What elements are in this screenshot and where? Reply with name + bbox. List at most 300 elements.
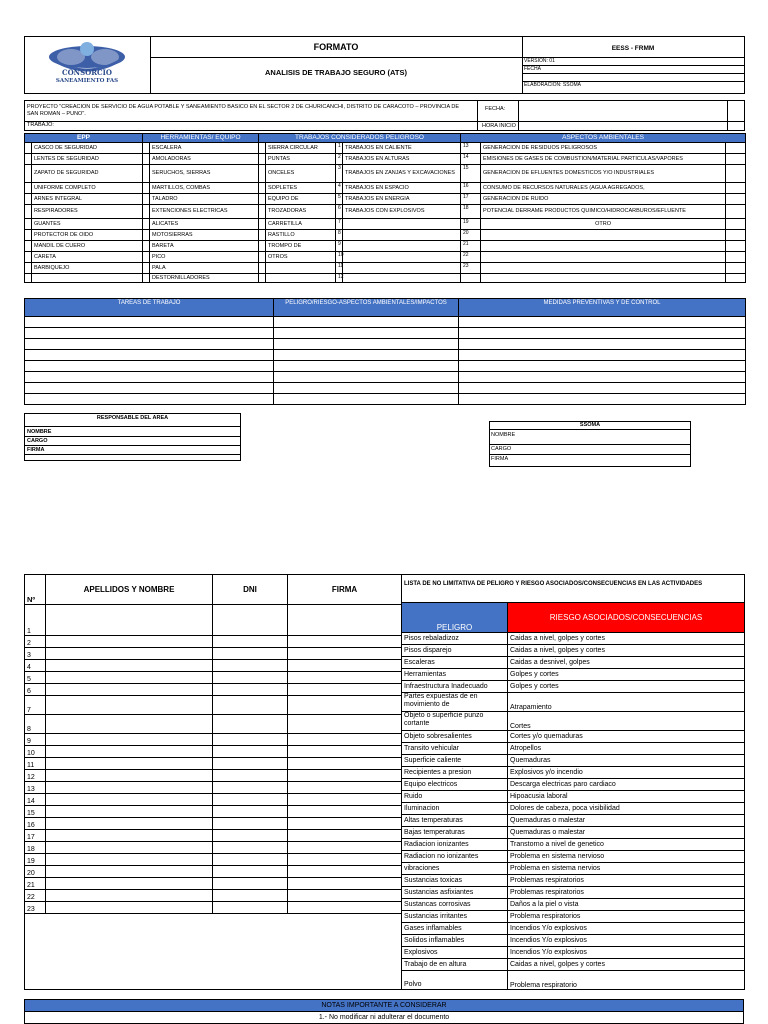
attendance-filler	[25, 914, 402, 990]
risk-row	[402, 712, 745, 731]
attendee-signature-field[interactable]	[288, 758, 402, 770]
attendee-name-field[interactable]	[46, 746, 213, 758]
attendee-dni-field[interactable]	[213, 636, 288, 648]
task-row	[25, 361, 746, 372]
attendance-row	[25, 878, 402, 890]
tool-checkbox[interactable]	[143, 183, 150, 194]
aspect-item: GENERACION DE EFLUENTES DOMESTICOS Y/O INDUSTRIALES	[481, 165, 726, 183]
tasks-col-header: TAREAS DE TRABAJO	[25, 299, 274, 317]
tool-item: EQUIPO DE	[266, 194, 336, 205]
attendee-dni-field[interactable]	[213, 878, 288, 890]
risk-row	[402, 851, 745, 863]
aspect-item	[481, 241, 726, 252]
risk-row	[402, 681, 745, 693]
attendee-name-field[interactable]	[46, 636, 213, 648]
aspect-checkbox[interactable]	[726, 263, 746, 274]
risk-row	[402, 693, 745, 712]
hazard-number: 9	[336, 241, 343, 252]
form-title: FORMATO	[313, 42, 359, 52]
task-cell[interactable]	[25, 394, 274, 405]
attendee-signature-field[interactable]	[288, 782, 402, 794]
hazard-cell[interactable]	[274, 394, 459, 405]
hazard-cell[interactable]	[274, 350, 459, 361]
epp-checkbox[interactable]	[25, 252, 32, 263]
attendee-name-field[interactable]	[46, 794, 213, 806]
measure-cell[interactable]	[459, 361, 746, 372]
hazardous-work-item: TRABAJOS EN ENERGIA	[343, 194, 461, 205]
form-subtitle: ANALISIS DE TRABAJO SEGURO (ATS)	[265, 68, 407, 77]
attendee-name-field[interactable]	[46, 830, 213, 842]
tool-item: TALADRO	[150, 194, 259, 205]
task-cell[interactable]	[25, 361, 274, 372]
task-cell[interactable]	[25, 350, 274, 361]
epp-item: GUANTES	[32, 219, 143, 230]
checklist-row	[25, 219, 746, 230]
attendance-row	[25, 818, 402, 830]
checklist-row	[25, 205, 746, 219]
responsable-firma-label: FIRMA	[27, 447, 45, 453]
tool-checkbox[interactable]	[259, 205, 266, 219]
risk-row	[402, 947, 745, 959]
aspect-number: 20	[461, 230, 481, 241]
hazard-cell[interactable]	[274, 328, 459, 339]
epp-item: PROTECTOR DE OIDO	[32, 230, 143, 241]
attendee-signature-field[interactable]	[288, 636, 402, 648]
tool-checkbox[interactable]	[143, 219, 150, 230]
attendee-dni-field[interactable]	[213, 794, 288, 806]
attendee-signature-field[interactable]	[288, 696, 402, 715]
attendee-signature-field[interactable]	[288, 902, 402, 914]
aspect-number: 22	[461, 252, 481, 263]
attendee-dni-field[interactable]	[213, 770, 288, 782]
hazard-cell[interactable]	[274, 383, 459, 394]
aspect-number: 23	[461, 263, 481, 274]
attendee-signature-field[interactable]	[288, 734, 402, 746]
tool-checkbox[interactable]	[259, 241, 266, 252]
attendee-signature-field[interactable]	[288, 818, 402, 830]
peligro-item: Explosivos	[402, 947, 508, 959]
tool-checkbox[interactable]	[143, 263, 150, 274]
tool-checkbox[interactable]	[259, 274, 266, 283]
peligro-item: Sustancias toxicas	[402, 875, 508, 887]
attendee-signature-field[interactable]	[288, 660, 402, 672]
riesgo-item: Quemaduras o malestar	[508, 827, 745, 839]
peligro-item: Gases inflamables	[402, 923, 508, 935]
attendee-dni-field[interactable]	[213, 648, 288, 660]
risk-row	[402, 863, 745, 875]
tool-checkbox[interactable]	[259, 252, 266, 263]
task-cell[interactable]	[25, 317, 274, 328]
tool-checkbox[interactable]	[259, 194, 266, 205]
riesgo-item: Caidas a nivel, golpes y cortes	[508, 645, 745, 657]
riesgo-item: Problema en sistema nervioso	[508, 851, 745, 863]
task-cell[interactable]	[25, 339, 274, 350]
risk-row	[402, 923, 745, 935]
attendee-dni-field[interactable]	[213, 854, 288, 866]
peligro-item: Solidos inflamables	[402, 935, 508, 947]
checklist-row	[25, 143, 746, 154]
task-row	[25, 394, 746, 405]
epp-item: ZAPATO DE SEGURIDAD	[32, 165, 143, 183]
tool-item: PICO	[150, 252, 259, 263]
checklist-row	[25, 263, 746, 274]
attendance-row	[25, 806, 402, 818]
tool-checkbox[interactable]	[143, 154, 150, 165]
aspect-checkbox[interactable]	[726, 194, 746, 205]
attendee-dni-field[interactable]	[213, 605, 288, 636]
tool-item: AMOLADORAS	[150, 154, 259, 165]
doc-version: VERSION: 01	[524, 58, 555, 64]
attendee-signature-field[interactable]	[288, 830, 402, 842]
hora-inicio-field[interactable]	[519, 122, 727, 130]
attendee-name-field[interactable]	[46, 890, 213, 902]
risk-row	[402, 935, 745, 947]
attendee-dni-field[interactable]	[213, 672, 288, 684]
attendance-row	[25, 660, 402, 672]
riesgo-item: Descarga electricas paro cardiaco	[508, 779, 745, 791]
aspect-number: 15	[461, 165, 481, 183]
measure-cell[interactable]	[459, 394, 746, 405]
trabajo-field[interactable]	[65, 122, 475, 130]
attendee-name-field[interactable]	[46, 854, 213, 866]
attendee-name-field[interactable]	[46, 758, 213, 770]
attendee-name-field[interactable]	[46, 660, 213, 672]
tool-checkbox[interactable]	[259, 263, 266, 274]
hazards-col-header: PELIGRO/RIESGO-ASPECTOS AMBIENTALES/IMPACTOS	[274, 299, 459, 317]
peligro-item: Altas temperaturas	[402, 815, 508, 827]
attendee-signature-field[interactable]	[288, 866, 402, 878]
aspect-checkbox[interactable]	[726, 219, 746, 230]
attendee-signature-field[interactable]	[288, 842, 402, 854]
attendance-row	[25, 770, 402, 782]
tool-item: PALA	[150, 263, 259, 274]
epp-checkbox[interactable]	[25, 263, 32, 274]
measure-cell[interactable]	[459, 383, 746, 394]
risk-row	[402, 815, 745, 827]
risk-row	[402, 669, 745, 681]
risk-row	[402, 743, 745, 755]
epp-checkbox[interactable]	[25, 194, 32, 205]
tool-item: ESCALERA	[150, 143, 259, 154]
doc-code: EESS - FRMM	[611, 45, 655, 52]
attendance-row	[25, 648, 402, 660]
attendance-row	[25, 758, 402, 770]
riesgo-item: Problemas respiratorios	[508, 875, 745, 887]
tool-item: DESTORNILLADORES	[150, 274, 259, 283]
attendee-signature-field[interactable]	[288, 890, 402, 902]
hazard-number: 5	[336, 194, 343, 205]
attendance-number: 21	[25, 878, 46, 890]
epp-checkbox[interactable]	[25, 230, 32, 241]
tool-checkbox[interactable]	[143, 241, 150, 252]
peligro-item: Escaleras	[402, 657, 508, 669]
attendee-name-field[interactable]	[46, 770, 213, 782]
epp-checkbox[interactable]	[25, 205, 32, 219]
peligro-item: Radiacion ionizantes	[402, 839, 508, 851]
notes-section	[24, 999, 744, 1024]
checklist-row	[25, 183, 746, 194]
tool-item	[266, 263, 336, 274]
attendee-name-field[interactable]	[46, 684, 213, 696]
riesgo-item: Caidas a desnivel, golpes	[508, 657, 745, 669]
aspect-item: GENERACION DE RUIDO	[481, 194, 726, 205]
measure-cell[interactable]	[459, 339, 746, 350]
aspect-checkbox[interactable]	[726, 165, 746, 183]
attendance-number: 19	[25, 854, 46, 866]
attendee-signature-field[interactable]	[288, 746, 402, 758]
tool-item: ONCELES	[266, 165, 336, 183]
responsable-cargo-label: CARGO	[27, 438, 48, 444]
epp-checkbox[interactable]	[25, 274, 32, 283]
attendance-number: 12	[25, 770, 46, 782]
tool-checkbox[interactable]	[259, 230, 266, 241]
hora-inicio-label: HORA INICIO	[482, 123, 516, 129]
hazardous-work-item: TRABAJOS CON EXPLOSIVOS	[343, 205, 461, 219]
attendee-name-field[interactable]	[46, 878, 213, 890]
attendance-row	[25, 715, 402, 734]
tool-checkbox[interactable]	[259, 154, 266, 165]
attendee-signature-field[interactable]	[288, 672, 402, 684]
attendance-number: 20	[25, 866, 46, 878]
attendee-name-field[interactable]	[46, 715, 213, 734]
aspect-checkbox[interactable]	[726, 241, 746, 252]
attendee-signature-field[interactable]	[288, 770, 402, 782]
aspect-checkbox[interactable]	[726, 183, 746, 194]
task-row	[25, 317, 746, 328]
peligro-item: Iluminacion	[402, 803, 508, 815]
aspect-checkbox[interactable]	[726, 274, 746, 283]
attendance-number: 18	[25, 842, 46, 854]
peligro-item: Recipientes a presion	[402, 767, 508, 779]
attendee-name-field[interactable]	[46, 818, 213, 830]
tool-item: OTROS	[266, 252, 336, 263]
attendee-dni-field[interactable]	[213, 842, 288, 854]
measure-cell[interactable]	[459, 328, 746, 339]
attendee-dni-field[interactable]	[213, 902, 288, 914]
aspect-checkbox[interactable]	[726, 205, 746, 219]
riesgo-item: Atrapamiento	[508, 693, 745, 712]
measures-col-header: MEDIDAS PREVENTIVAS Y DE CONTROL	[459, 299, 746, 317]
epp-checkbox[interactable]	[25, 219, 32, 230]
measure-cell[interactable]	[459, 317, 746, 328]
task-cell[interactable]	[25, 383, 274, 394]
measure-cell[interactable]	[459, 372, 746, 383]
epp-item: BARBIQUEJO	[32, 263, 143, 274]
tool-checkbox[interactable]	[143, 165, 150, 183]
attendee-signature-field[interactable]	[288, 878, 402, 890]
fecha-label: FECHA:	[485, 106, 506, 112]
epp-item: UNIFORME COMPLETO	[32, 183, 143, 194]
attendee-dni-field[interactable]	[213, 806, 288, 818]
tool-checkbox[interactable]	[143, 252, 150, 263]
hazard-number: 3	[336, 165, 343, 183]
epp-item: CASCO DE SEGURIDAD	[32, 143, 143, 154]
attendee-name-field[interactable]	[46, 902, 213, 914]
ssoma-nombre-label: NOMBRE	[491, 432, 516, 438]
tool-checkbox[interactable]	[143, 274, 150, 283]
form-header	[24, 36, 745, 94]
attendee-dni-field[interactable]	[213, 684, 288, 696]
attendee-name-field[interactable]	[46, 605, 213, 636]
peligro-item: Objeto o superficie punzo cortante	[402, 712, 508, 731]
attendance-number: 22	[25, 890, 46, 902]
attendance-number: 2	[25, 636, 46, 648]
peligro-item: vibraciones	[402, 863, 508, 875]
task-cell[interactable]	[25, 328, 274, 339]
hazardous-work-item: TRABAJOS EN ALTURAS	[343, 154, 461, 165]
attendee-name-field[interactable]	[46, 734, 213, 746]
tool-item: MARTILLOS, COMBAS	[150, 183, 259, 194]
riesgo-item: Cortes	[508, 712, 745, 731]
tool-checkbox[interactable]	[259, 165, 266, 183]
peligro-item: Sustancias asfixiantes	[402, 887, 508, 899]
epp-item	[32, 274, 143, 283]
risk-row	[402, 899, 745, 911]
attendee-dni-field[interactable]	[213, 746, 288, 758]
risk-row	[402, 827, 745, 839]
tool-item: EXTENCIONES ELECTRICAS	[150, 205, 259, 219]
attendee-name-field[interactable]	[46, 672, 213, 684]
attendee-dni-field[interactable]	[213, 890, 288, 902]
hazard-number: 1	[336, 143, 343, 154]
attendee-signature-field[interactable]	[288, 648, 402, 660]
tool-checkbox[interactable]	[143, 143, 150, 154]
riesgo-item: Atropellos	[508, 743, 745, 755]
hazard-cell[interactable]	[274, 361, 459, 372]
riesgo-item: Caidas a nivel, golpes y cortes	[508, 959, 745, 971]
risk-row	[402, 959, 745, 971]
tool-checkbox[interactable]	[143, 230, 150, 241]
hazardous-work-item: TRABAJOS EN CALIENTE	[343, 143, 461, 154]
attendee-name-field[interactable]	[46, 648, 213, 660]
attendance-number: 23	[25, 902, 46, 914]
attendee-signature-field[interactable]	[288, 684, 402, 696]
aspect-checkbox[interactable]	[726, 154, 746, 165]
epp-checkbox[interactable]	[25, 241, 32, 252]
attendee-dni-field[interactable]	[213, 758, 288, 770]
svg-text:SANEAMIENTO FAS: SANEAMIENTO FAS	[55, 78, 119, 84]
project-description: PROYECTO "CREACION DE SERVICIO DE AGUA POTABLE Y SANEAMIENTO BASICO EN EL SECTOR 2 DE CHURICANCHI, DISTRITO DE CARACOTO – PROVINCIA DE SAN ROMAN – PUNO".	[27, 104, 460, 117]
checklist-row	[25, 252, 746, 263]
attendee-dni-field[interactable]	[213, 818, 288, 830]
riesgo-item: Caidas a nivel, golpes y cortes	[508, 633, 745, 645]
riesgo-item: Explosivos y/o incendio	[508, 767, 745, 779]
task-row	[25, 383, 746, 394]
attendance-number: 1	[25, 605, 46, 636]
attendance-number: 17	[25, 830, 46, 842]
attendance-row	[25, 782, 402, 794]
hazard-number: 11	[336, 263, 343, 274]
attendee-dni-field[interactable]	[213, 782, 288, 794]
fecha-field[interactable]	[519, 101, 727, 121]
attendee-signature-field[interactable]	[288, 715, 402, 734]
hazard-cell[interactable]	[274, 372, 459, 383]
tool-checkbox[interactable]	[143, 194, 150, 205]
task-cell[interactable]	[25, 372, 274, 383]
attendance-row	[25, 684, 402, 696]
attendee-dni-field[interactable]	[213, 660, 288, 672]
attendee-dni-field[interactable]	[213, 830, 288, 842]
risk-row	[402, 645, 745, 657]
aspect-checkbox[interactable]	[726, 230, 746, 241]
tool-checkbox[interactable]	[259, 183, 266, 194]
ssoma-cargo-label: CARGO	[491, 446, 512, 452]
aspect-checkbox[interactable]	[726, 252, 746, 263]
hazardous-work-item	[343, 274, 461, 283]
epp-checkbox[interactable]	[25, 143, 32, 154]
peligro-item: Trabajo de en altura	[402, 959, 508, 971]
hazardous-work-item: TRABAJOS EN ESPACIO	[343, 183, 461, 194]
risk-row	[402, 657, 745, 669]
company-logo	[25, 37, 150, 93]
peligro-item: Polvo	[402, 971, 508, 990]
attendee-name-field[interactable]	[46, 806, 213, 818]
risk-row	[402, 731, 745, 743]
hazard-cell[interactable]	[274, 317, 459, 328]
peligro-item: Equipo electricos	[402, 779, 508, 791]
attendee-name-field[interactable]	[46, 782, 213, 794]
attendee-dni-field[interactable]	[213, 696, 288, 715]
peligro-item: Radiacion no ionizantes	[402, 851, 508, 863]
peligro-item: Sustancas corrosivas	[402, 899, 508, 911]
doc-elaboration: ELABORACION: SSOMA	[524, 82, 581, 88]
peligro-item: Infraestructura Inadecuado	[402, 681, 508, 693]
attendee-signature-field[interactable]	[288, 806, 402, 818]
environmental-aspects-header: ASPECTOS AMBIENTALES	[461, 134, 746, 143]
tool-checkbox[interactable]	[259, 219, 266, 230]
attendee-name-field[interactable]	[46, 696, 213, 715]
attendee-dni-field[interactable]	[213, 734, 288, 746]
aspect-checkbox[interactable]	[726, 143, 746, 154]
attendance-row	[25, 830, 402, 842]
risk-row	[402, 791, 745, 803]
aspect-item	[481, 230, 726, 241]
attendee-name-field[interactable]	[46, 842, 213, 854]
tool-checkbox[interactable]	[143, 205, 150, 219]
attendance-number: 6	[25, 684, 46, 696]
attendance-number: 13	[25, 782, 46, 794]
attendance-number: 15	[25, 806, 46, 818]
attendee-signature-field[interactable]	[288, 854, 402, 866]
svg-text:CONSORCIO: CONSORCIO	[62, 68, 112, 77]
attendance-row	[25, 866, 402, 878]
riesgo-item: Problema respiratorios	[508, 911, 745, 923]
epp-checkbox[interactable]	[25, 154, 32, 165]
attendance-row	[25, 854, 402, 866]
hazardous-work-item	[343, 219, 461, 230]
tool-item: TROMPO DE	[266, 241, 336, 252]
attendee-name-field[interactable]	[46, 866, 213, 878]
attendee-dni-field[interactable]	[213, 715, 288, 734]
hazard-number: 4	[336, 183, 343, 194]
epp-checkbox[interactable]	[25, 183, 32, 194]
risk-list-title: LISTA DE NO LIMITATIVA DE PELIGRO Y RIESGO ASOCIADOS/CONSECUENCIAS EN LAS ACTIVIDADES	[402, 575, 745, 603]
attendee-signature-field[interactable]	[288, 605, 402, 636]
tool-checkbox[interactable]	[259, 143, 266, 154]
attendance-row	[25, 902, 402, 914]
measure-cell[interactable]	[459, 350, 746, 361]
epp-checkbox[interactable]	[25, 165, 32, 183]
hazardous-work-item	[343, 241, 461, 252]
aspect-number: 17	[461, 194, 481, 205]
attendee-dni-field[interactable]	[213, 866, 288, 878]
hazard-cell[interactable]	[274, 339, 459, 350]
peligro-item: Objeto sobresalientes	[402, 731, 508, 743]
risk-row	[402, 767, 745, 779]
ssoma-firma-label: FIRMA	[491, 456, 509, 462]
attendee-signature-field[interactable]	[288, 794, 402, 806]
epp-item: RESPIRADORES	[32, 205, 143, 219]
